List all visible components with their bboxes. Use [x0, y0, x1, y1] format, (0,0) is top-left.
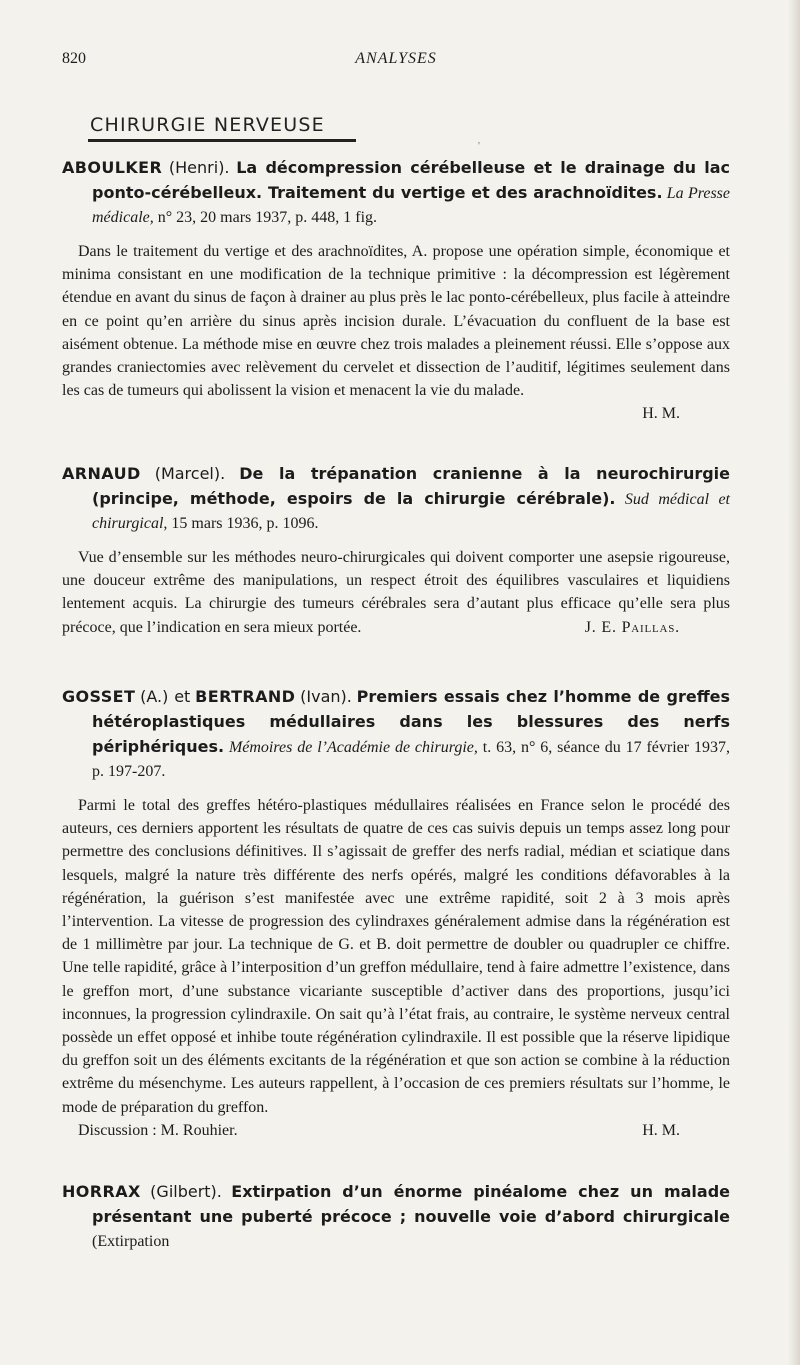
article-title: Premiers essais chez l’homme de greffes hétéroplastiques médullaires dans les blessures des nerfs périphériques. [92, 687, 731, 756]
article-abstract: Parmi le total des greffes hétéro-plastiques médullaires réalisées en France selon le procédé des auteurs, ces derniers apportent les résultats de quatre de ces cas suivis depuis un temps assez long pour permettre des conclusions définitives. Il s’agissait de greffer des nerfs radial, médian et sciatique dans lesquels, malgré la nature très différente des nerfs opérés, malgré les conditions défavorables à la régénération, la guérison s’est manifestée avec une extrême rapidité, soit 2 à 3 mois après l’intervention. La vitesse de progression des cylindraxes généralement admise dans la régénération est de 1 millimètre par jour. La technique de G. et B. doit permettre de doubler ou quadrupler ce chiffre. Une telle rapidité, grâce à l’interposition d’un greffon médullaire, tend à faire admettre l’existence, dans le greffon mort, d’une substance vicariante susceptible d’activer dans des proportions, jusqu’ici inconnues, la progression cylindraxile. On sait qu’à l’état frais, au contraire, le système nerveux central possède un effet opposé et inhibe toute régénération cylindraxile. Il est possible que la réserve lipidique du greffon soit un des éléments excitants de la régénération et que son action se combine à la réduction extrême du mésenchyme. Les auteurs rappellent, à l’occasion de ces premiers résultats sur l’homme, le mode de préparation du greffon. [62, 797, 730, 1116]
article-title: De la trépanation cranienne à la neurochirurgie (principe, méthode, espoirs de la chirurgie cérébrale). [92, 464, 731, 508]
author-firstname: (Gilbert). [150, 1182, 222, 1201]
author-firstname: (Henri). [168, 158, 230, 177]
author-firstname: (A.) et [140, 687, 191, 706]
article-aboulker [62, 156, 730, 425]
section-title: CHIRURGIE NERVEUSE [90, 114, 325, 136]
article-abstract: Vue d’ensemble sur les méthodes neuro-chirurgicales qui doivent comporter une asepsie rigoureuse, une douceur extrême des manipulations, un respect étroit des équilibres vasculaires et liquidiens lentement acquis. La chirurgie des tumeurs cérébrales sera d’autant plus efficace qu’elle sera plus précoce, que l’indication en sera mieux portée. [62, 549, 730, 636]
article-citation [62, 462, 730, 536]
journal-name: Mémoires de l’Académie de chirurgie, [228, 739, 478, 756]
author-name: ARNAUD [62, 464, 141, 483]
author-firstname-2: (Ivan). [300, 687, 352, 706]
journal-name: Sud médical et chirurgical, [92, 491, 731, 532]
article-gosset-bertrand [62, 685, 730, 1142]
section-title-underline [88, 139, 356, 142]
publication-details: 15 mars 1936, p. 1096. [171, 515, 319, 532]
running-head [62, 50, 730, 72]
article-citation [62, 685, 730, 784]
journal-name: La Presse médicale, [92, 185, 730, 226]
author-name: ABOULKER [62, 158, 163, 177]
article-citation [62, 156, 730, 230]
article-abstract: Dans le traitement du vertige et des arachnoïdites, A. propose une opération simple, économique et minima consistant en une modification de la technique primitive : la décompression est légèrement étendue en avant du sinus de façon à drainer au plus près le lac ponto-cérébelleux, plus facile à atteindre en ce point qu’en arrière du sinus après incision durale. L’évacuation du confluent de la base est aisément obtenue. La méthode mise en œuvre chez trois malades a pleinement réussi. Elle s’oppose aux grandes craniectomies avec relèvement du cervelet et dissection de l’auditif, légitimes seulement dans les cas de tumeurs qui abolissent la vision et menacent la vie du malade. [62, 243, 730, 400]
article-horrax [62, 1180, 730, 1254]
publication-details: t. 63, n° 6, séance du 17 février 1937, p. 197-207. [92, 739, 730, 780]
print-mark: ' [478, 140, 480, 152]
reviewer-signature: J. E. Paillas. [584, 618, 680, 636]
article-title: Extirpation d’un énorme pinéalome chez un malade présentant une puberté précoce ; nouvelle voie d’abord chirurgicale [92, 1182, 730, 1226]
article-citation [62, 1180, 730, 1254]
author-firstname: (Marcel). [154, 464, 226, 483]
author-name: HORRAX [62, 1182, 141, 1201]
author-name-2: BERTRAND [195, 687, 296, 706]
publication-details: (Extirpation [92, 1233, 170, 1250]
page-edge-shadow [788, 0, 800, 1365]
article-arnaud [62, 462, 730, 639]
page-number: 820 [62, 50, 86, 67]
publication-details: n° 23, 20 mars 1937, p. 448, 1 fig. [157, 209, 378, 226]
reviewer-signature: H. M. [642, 1121, 680, 1139]
article-title: La décompression cérébelleuse et le drainage du lac ponto-cérébelleux. Traitement du vertige et des arachnoïdites. [92, 158, 731, 202]
author-name: GOSSET [62, 687, 136, 706]
reviewer-signature: H. M. [642, 405, 680, 423]
running-title: ANALYSES [355, 50, 437, 67]
discussion-text: Discussion : M. Rouhier. [78, 1121, 238, 1139]
discussion-line [62, 1119, 730, 1142]
